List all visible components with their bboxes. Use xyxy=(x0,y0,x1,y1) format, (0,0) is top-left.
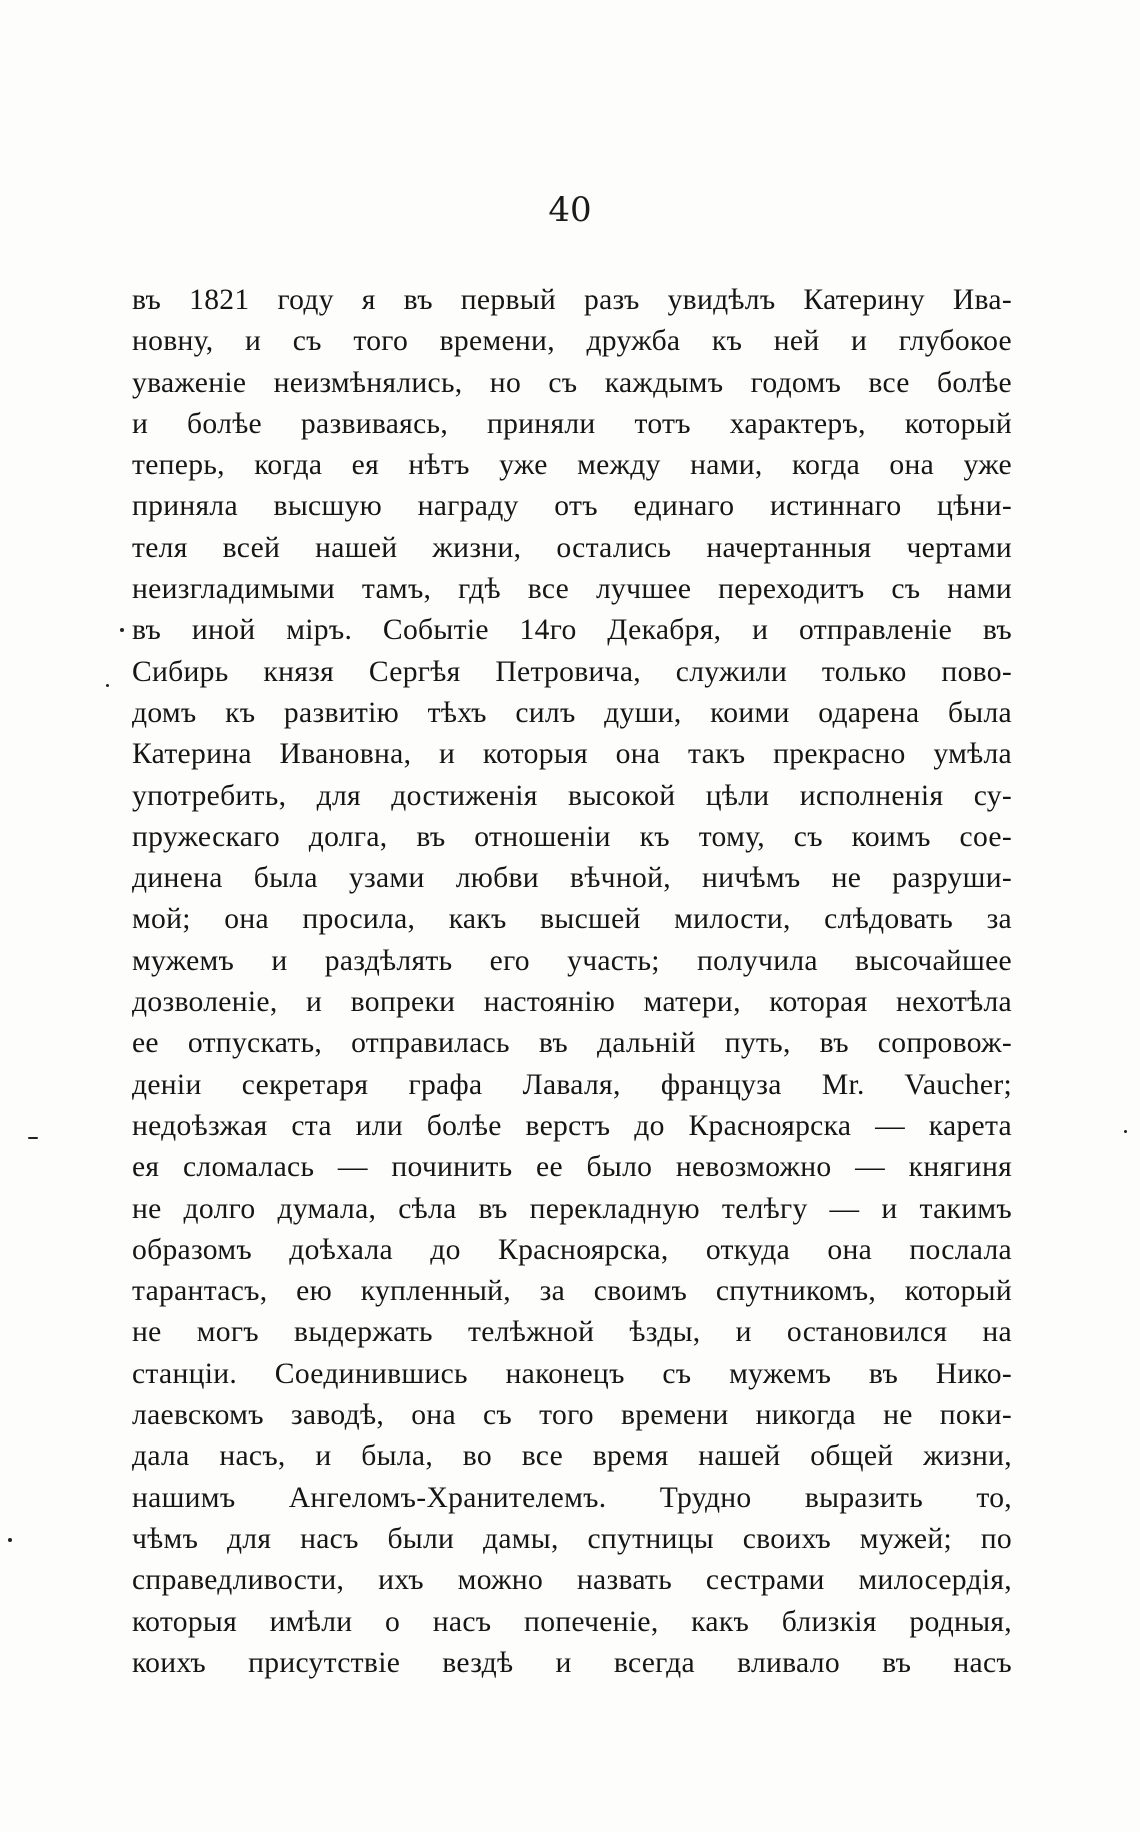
text-line: Сибирь князя Сергѣя Петровича, служили только пово- xyxy=(132,655,1012,688)
text-line: тарантасъ, ею купленный, за своимъ спутникомъ, который xyxy=(132,1275,1012,1308)
page-number: 40 xyxy=(548,190,592,230)
text-line: теля всей нашей жизни, остались начертанныя чертами xyxy=(132,531,1012,564)
text-line: дала насъ, и была, во все время нашей общей жизни, xyxy=(132,1440,1012,1473)
text-line: не долго думала, сѣла въ перекладную телѣгу — и такимъ xyxy=(132,1192,1012,1225)
text-line: образомъ доѣхала до Красноярска, откуда она послала xyxy=(132,1233,1012,1266)
text-line: справедливости, ихъ можно назвать сестрами милосердія, xyxy=(132,1564,1012,1597)
margin-speck xyxy=(1124,1130,1127,1133)
text-line: дозволеніе, и вопреки настоянію матери, которая нехотѣла xyxy=(132,986,1012,1019)
text-line: ея сломалась — починить ее было невозможно — княгиня xyxy=(132,1151,1012,1184)
text-line: лаевскомъ заводѣ, она съ того времени никогда не поки- xyxy=(132,1399,1012,1432)
text-line: динена была узами любви вѣчной, ничѣмъ не разруши- xyxy=(132,862,1012,895)
text-line: пружескаго долга, въ отношеніи къ тому, съ коимъ сое- xyxy=(132,820,1012,853)
text-line: деніи секретаря графа Лаваля, француза Mr. Vaucher; xyxy=(132,1068,1012,1101)
text-line: въ иной міръ. Событіе 14го Декабря, и отправленіе въ xyxy=(132,614,1012,647)
text-line: коихъ присутствіе вездѣ и всегда вливало въ насъ xyxy=(132,1646,1012,1679)
text-line: мой; она просила, какъ высшей милости, слѣдовать за xyxy=(132,903,1012,936)
text-line: нашимъ Ангеломъ-Хранителемъ. Трудно выразить то, xyxy=(132,1481,1012,1514)
text-line: ее отпускать, отправилась въ дальній путь, въ сопровож- xyxy=(132,1027,1012,1060)
text-line: неизгладимыми тамъ, гдѣ все лучшее переходитъ съ нами xyxy=(132,573,1012,606)
text-line: и болѣе развиваясь, приняли тотъ характеръ, который xyxy=(132,407,1012,440)
margin-speck xyxy=(120,628,124,632)
text-line: не могъ выдержать телѣжной ѣзды, и остановился на xyxy=(132,1316,1012,1349)
text-line: которыя имѣли о насъ попеченіе, какъ близкія родныя, xyxy=(132,1605,1012,1638)
margin-speck xyxy=(106,684,109,687)
text-line: приняла высшую награду отъ единаго истиннаго цѣни- xyxy=(132,490,1012,523)
text-line: употребить, для достиженія высокой цѣли исполненія су- xyxy=(132,779,1012,812)
body-text xyxy=(132,280,1012,1684)
text-line: домъ къ развитію тѣхъ силъ души, коими одарена была xyxy=(132,696,1012,729)
text-line: теперь, когда ея нѣтъ уже между нами, когда она уже xyxy=(132,449,1012,482)
text-line: чѣмъ для насъ были дамы, спутницы своихъ мужей; по xyxy=(132,1522,1012,1555)
margin-speck xyxy=(8,1538,12,1542)
text-line: уваженіе неизмѣнялись, но съ каждымъ годомъ все болѣе xyxy=(132,366,1012,399)
text-line: мужемъ и раздѣлять его участь; получила высочайшее xyxy=(132,944,1012,977)
text-line: въ 1821 году я въ первый разъ увидѣлъ Катерину Ива- xyxy=(132,284,1012,316)
text-line: станціи. Соединившись наконецъ съ мужемъ въ Нико- xyxy=(132,1357,1012,1390)
text-line: Катерина Ивановна, и которыя она такъ прекрасно умѣла xyxy=(132,738,1012,771)
margin-speck xyxy=(28,1137,38,1139)
text-line: недоѣзжая ста или болѣе верстъ до Красноярска — карета xyxy=(132,1109,1012,1142)
text-line: новну, и съ того времени, дружба къ ней и глубокое xyxy=(132,325,1012,358)
